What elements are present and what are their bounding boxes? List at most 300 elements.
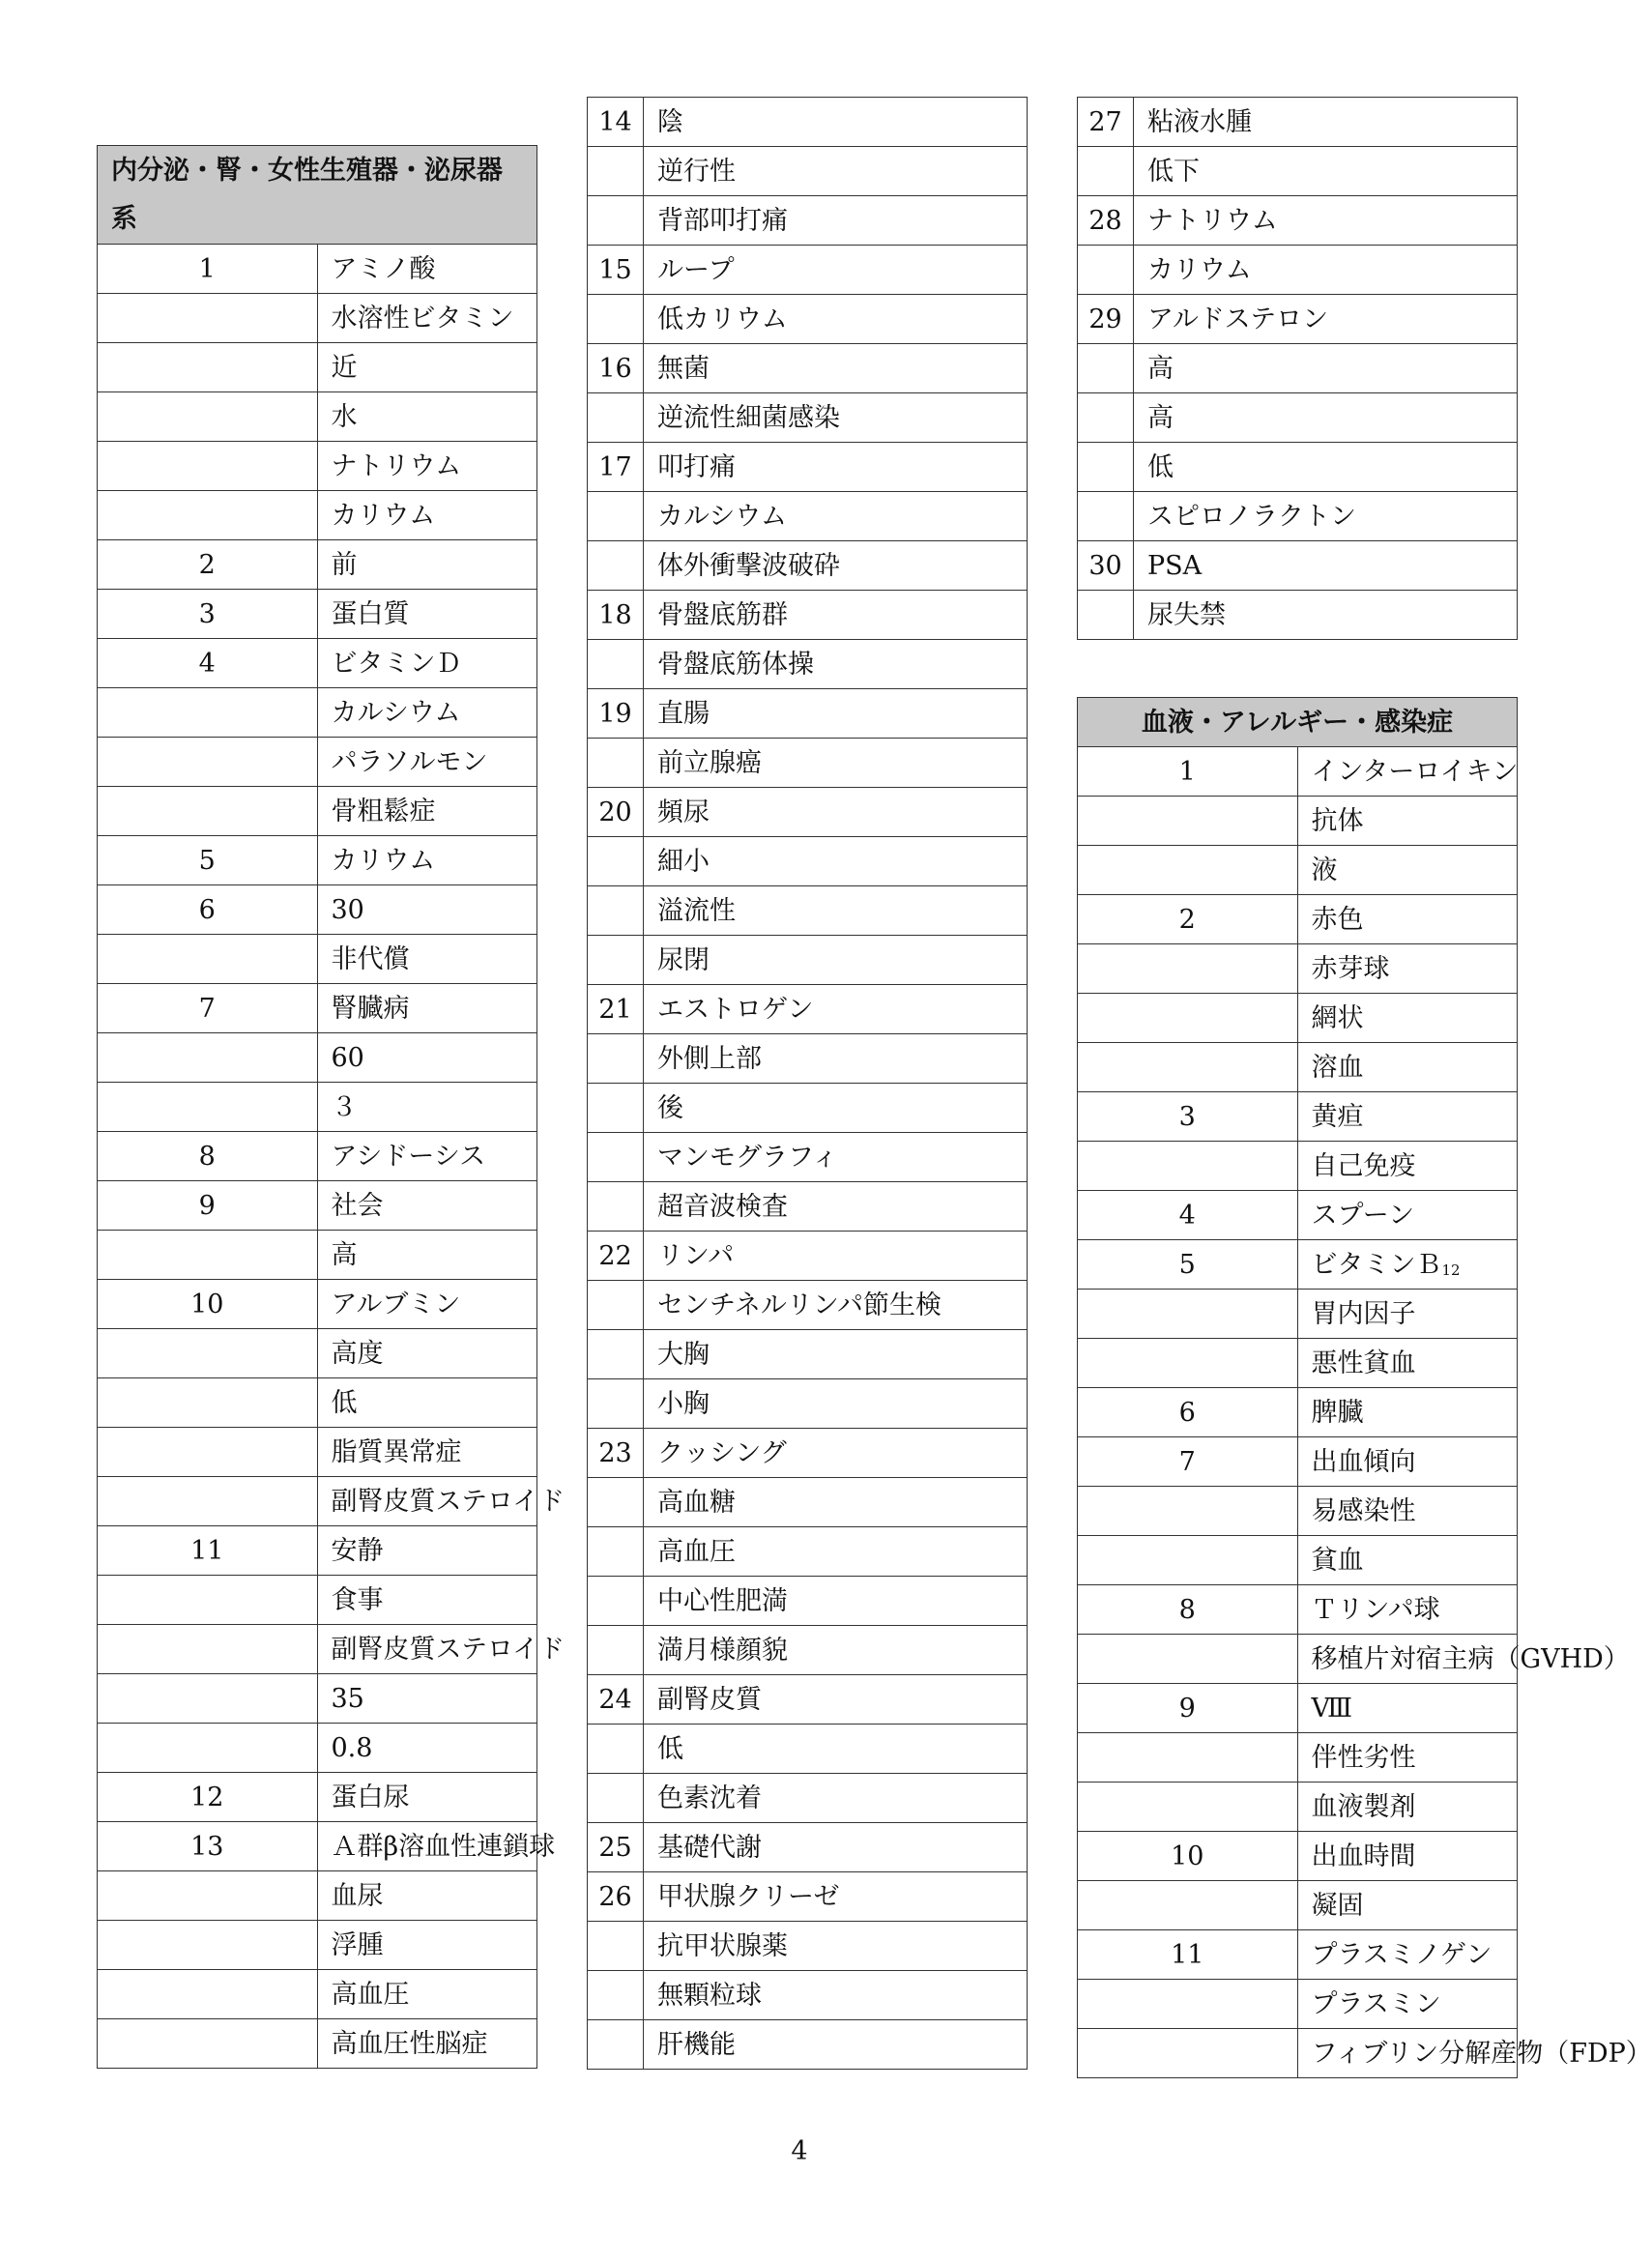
answer-cell: [317, 1083, 537, 1132]
question-number: 10: [98, 1280, 318, 1329]
answer-text: ビタミンＤ: [331, 648, 462, 679]
answer-text: 貧血: [1311, 1545, 1364, 1576]
question-number: [98, 1625, 318, 1674]
answer-cell: [317, 1576, 537, 1625]
answer-text: 悪性貧血: [1311, 1348, 1416, 1378]
table-row: [98, 1329, 537, 1378]
answer-text: アシドーシス: [331, 1141, 486, 1172]
table-row: [98, 1181, 537, 1231]
question-number: [98, 1083, 318, 1132]
question-number: [98, 1477, 318, 1526]
answer-cell: [317, 1871, 537, 1921]
answer-text: エストロゲン: [657, 994, 814, 1025]
table-row: [98, 738, 537, 787]
question-number: 12: [98, 1773, 318, 1822]
answer-cell: [644, 1823, 1028, 1872]
answer-cell: [644, 1330, 1028, 1379]
answer-text: 体外衝撃波破砕: [657, 550, 840, 581]
page-number: 4: [791, 2136, 808, 2166]
table-row: [1078, 1043, 1518, 1092]
section-header-endocrine: 内分泌・腎・女性生殖器・泌尿器系: [98, 146, 537, 245]
answer-cell: [317, 1625, 565, 1674]
question-number: [1078, 1635, 1298, 1684]
table-row: [588, 541, 1028, 591]
answer-text: 低: [331, 1387, 358, 1418]
question-number: [98, 738, 318, 787]
answer-text: 副腎皮質: [657, 1684, 762, 1715]
question-number: [98, 1921, 318, 1970]
answer-cell: [1134, 295, 1518, 344]
question-number: [98, 491, 318, 540]
table-row: [1078, 443, 1518, 492]
answer-cell: [644, 2020, 1028, 2070]
question-number: [1078, 1290, 1298, 1339]
question-number: 1: [98, 245, 318, 294]
answer-cell: [644, 196, 1028, 246]
table-row: [588, 886, 1028, 936]
question-number: 8: [98, 1132, 318, 1181]
answer-text: 高血圧: [331, 1979, 410, 2010]
table-row: [98, 590, 537, 639]
answer-text: 高度: [331, 1338, 384, 1369]
question-number: 18: [588, 591, 644, 640]
answer-cell: [317, 1329, 537, 1378]
answer-text: 背部叩打痛: [657, 205, 788, 236]
table-row: [98, 1970, 537, 2019]
table-row: [588, 98, 1028, 147]
answer-cell: [317, 245, 537, 294]
answer-text: プラスミン: [1311, 1988, 1441, 2019]
table-row: [588, 295, 1028, 344]
table-row: [98, 1625, 537, 1674]
answer-cell: [644, 1232, 1028, 1281]
answer-text: 陰: [657, 106, 683, 137]
answer-text: ビタミンＢ: [1311, 1249, 1442, 1280]
table-row: [98, 1576, 537, 1625]
answer-text: ナトリウム: [331, 450, 462, 481]
question-number: 28: [1078, 196, 1134, 246]
table-row: [98, 540, 537, 590]
answer-cell: [644, 1182, 1028, 1232]
question-number: [1078, 944, 1298, 994]
answer-text: 高血糖: [657, 1487, 736, 1518]
answer-cell: [644, 689, 1028, 739]
answer-cell: [644, 443, 1028, 492]
answer-cell: [1297, 1585, 1518, 1635]
question-number: 6: [98, 885, 318, 935]
question-number: 11: [98, 1526, 318, 1576]
question-number: [588, 1133, 644, 1182]
answer-cell: [644, 1379, 1028, 1429]
question-number: [1078, 797, 1298, 846]
answer-text: 高: [1147, 353, 1174, 384]
answer-text: センチネルリンパ節生検: [657, 1290, 942, 1320]
question-number: [588, 147, 644, 196]
answer-text: 低: [1147, 451, 1174, 482]
answer-cell: [317, 1428, 537, 1477]
answer-cell: [1297, 1832, 1518, 1881]
question-number: [98, 935, 318, 984]
table-row: [98, 1526, 537, 1576]
question-number: [1078, 344, 1134, 393]
answer-text: 無菌: [657, 353, 710, 384]
table-row: [98, 787, 537, 836]
answer-cell: [644, 1725, 1028, 1774]
answer-cell: [317, 1526, 537, 1576]
table-row: [588, 1971, 1028, 2020]
answer-text: 腎臓病: [331, 993, 410, 1024]
answer-text: 移植片対宿主病（GVHD）: [1311, 1643, 1630, 1674]
answer-text: 脾臓: [1311, 1397, 1364, 1428]
question-number: [1078, 1783, 1298, 1832]
answer-text: 近: [331, 352, 358, 383]
answer-cell: [644, 985, 1028, 1034]
table-row: [98, 935, 537, 984]
question-number: [588, 936, 644, 985]
question-number: 15: [588, 246, 644, 295]
question-number: [588, 1478, 644, 1527]
answer-cell: [317, 984, 537, 1033]
answer-cell: [1297, 1783, 1518, 1832]
table-row: [1078, 1487, 1518, 1536]
answer-text: 溢流性: [657, 895, 736, 926]
answer-text: 液: [1311, 855, 1338, 885]
table-row: [1078, 797, 1518, 846]
table-row: [1078, 1191, 1518, 1240]
answer-cell: [1134, 492, 1518, 541]
answer-cell: [1297, 1388, 1518, 1437]
table-row: [588, 1281, 1028, 1330]
answer-cell: [317, 738, 537, 787]
answer-text: Ｔリンパ球: [1311, 1594, 1440, 1625]
answer-cell: [317, 392, 537, 442]
table-row: [588, 1725, 1028, 1774]
question-number: [1078, 994, 1298, 1043]
answer-text: 水: [331, 401, 358, 432]
question-number: 24: [588, 1675, 644, 1725]
question-number: [98, 1231, 318, 1280]
answer-cell: [1297, 1635, 1630, 1684]
table-row: [588, 1675, 1028, 1725]
table-row: [588, 1232, 1028, 1281]
answer-cell: [1297, 1043, 1518, 1092]
answer-text: 蛋白質: [331, 598, 410, 629]
question-number: [588, 541, 644, 591]
question-number: 5: [98, 836, 318, 885]
question-number: [98, 2019, 318, 2069]
answer-text: PSA: [1147, 550, 1203, 581]
answer-text: 赤芽球: [1311, 953, 1390, 984]
table-row: [98, 294, 537, 343]
answer-text: パラソルモン: [331, 746, 488, 777]
question-number: 1: [1078, 747, 1298, 797]
answer-cell: [644, 147, 1028, 196]
answer-cell: [644, 1922, 1028, 1971]
table-row: [588, 689, 1028, 739]
answer-text: 低下: [1147, 156, 1200, 187]
endocrine-table-col1: [97, 145, 565, 2069]
table-row: [1078, 492, 1518, 541]
answer-cell: [317, 1378, 537, 1428]
answer-text: カリウム: [331, 500, 436, 531]
answer-cell: [1297, 747, 1518, 797]
question-number: [588, 1034, 644, 1084]
table-row: [588, 443, 1028, 492]
answer-text: 細小: [657, 846, 710, 877]
table-row: [588, 1429, 1028, 1478]
question-number: 25: [588, 1823, 644, 1872]
answer-cell: [644, 739, 1028, 788]
question-number: [1078, 1733, 1298, 1783]
answer-cell: [644, 1034, 1028, 1084]
answer-cell: [644, 591, 1028, 640]
answer-text: 粘液水腫: [1147, 106, 1252, 137]
question-number: [588, 2020, 644, 2070]
question-number: [588, 1577, 644, 1626]
question-number: [588, 1774, 644, 1823]
question-number: [98, 1428, 318, 1477]
table-row: [1078, 2029, 1518, 2078]
answer-cell: [644, 1478, 1028, 1527]
question-number: [98, 1576, 318, 1625]
table-row: [98, 2019, 537, 2069]
answer-cell: [644, 837, 1028, 886]
answer-text: Ⅷ: [1311, 1693, 1353, 1724]
question-number: [588, 837, 644, 886]
table-row: [98, 1428, 537, 1477]
question-number: [588, 1281, 644, 1330]
table-row: [98, 392, 537, 442]
table-row: [588, 936, 1028, 985]
question-number: 17: [588, 443, 644, 492]
answer-text: 大胸: [657, 1339, 710, 1370]
answer-text: 浮腫: [331, 1929, 384, 1960]
answer-text: 前立腺癌: [657, 747, 762, 778]
answer-cell: [1297, 846, 1518, 895]
answer-cell: [644, 1133, 1028, 1182]
answer-text: 黄疸: [1311, 1101, 1364, 1132]
question-number: [1078, 246, 1134, 295]
table-row: [588, 1084, 1028, 1133]
answer-text: プラスミノゲン: [1311, 1939, 1493, 1970]
answer-text: 副腎皮質ステロイド: [331, 1486, 565, 1517]
question-number: 14: [588, 98, 644, 147]
table-row: [588, 1577, 1028, 1626]
answer-text: 直腸: [657, 698, 710, 729]
answer-text: カルシウム: [331, 697, 461, 728]
answer-text: 中心性肥満: [657, 1585, 788, 1616]
answer-cell: [644, 1774, 1028, 1823]
question-number: [98, 1378, 318, 1428]
table-row: [588, 1034, 1028, 1084]
answer-cell: [644, 541, 1028, 591]
endocrine-table-col3: [1077, 97, 1518, 640]
answer-cell: [644, 1527, 1028, 1577]
question-number: [588, 295, 644, 344]
answer-cell: [317, 540, 537, 590]
table-row: [588, 788, 1028, 837]
answer-text: 骨粗鬆症: [331, 796, 436, 826]
question-number: 3: [98, 590, 318, 639]
answer-text: 赤色: [1311, 904, 1364, 935]
table-row: [98, 1132, 537, 1181]
table-row: [98, 1280, 537, 1329]
table-row: [588, 591, 1028, 640]
answer-text: 小胸: [657, 1388, 710, 1419]
question-number: [1078, 1881, 1298, 1930]
answer-cell: [644, 936, 1028, 985]
table-row: [1078, 1388, 1518, 1437]
table-row: [1078, 1437, 1518, 1487]
answer-text: 安静: [331, 1535, 384, 1566]
table-row: [588, 985, 1028, 1034]
question-number: [588, 1379, 644, 1429]
answer-text: 35: [331, 1683, 364, 1714]
answer-text: 0.8: [331, 1732, 373, 1763]
question-number: [98, 1674, 318, 1724]
answer-cell: [1134, 541, 1518, 591]
table-row: [1078, 393, 1518, 443]
answer-cell: [644, 1429, 1028, 1478]
question-number: [1078, 393, 1134, 443]
table-row: [98, 491, 537, 540]
question-number: 9: [98, 1181, 318, 1231]
answer-cell: [317, 1921, 537, 1970]
answer-cell: [644, 640, 1028, 689]
table-row: [588, 492, 1028, 541]
answer-text: 60: [331, 1042, 364, 1073]
answer-text: 前: [331, 549, 358, 580]
answer-cell: [317, 294, 537, 343]
question-number: [1078, 1142, 1298, 1191]
question-number: [1078, 591, 1134, 640]
question-number: 4: [1078, 1191, 1298, 1240]
table-row: [588, 196, 1028, 246]
answer-cell: [1297, 895, 1518, 944]
answer-text: 低: [657, 1733, 683, 1764]
table-row: [588, 147, 1028, 196]
answer-cell: [1134, 443, 1518, 492]
answer-cell: [644, 98, 1028, 147]
answer-cell: [644, 1971, 1028, 2020]
answer-text: 超音波検査: [657, 1191, 788, 1222]
answer-text: 外側上部: [657, 1043, 762, 1074]
table-row: [98, 1822, 537, 1871]
answer-text: 抗体: [1311, 805, 1364, 836]
answer-text: 後: [657, 1092, 683, 1123]
table-row: [1078, 1240, 1518, 1290]
answer-cell: [644, 1675, 1028, 1725]
table-row: [1078, 1783, 1518, 1832]
table-row: [1078, 1635, 1518, 1684]
question-number: 22: [588, 1232, 644, 1281]
table-row: [588, 1379, 1028, 1429]
table-row: [1078, 747, 1518, 797]
question-number: 21: [588, 985, 644, 1034]
answer-text: カリウム: [1147, 254, 1252, 285]
answer-cell: [1134, 147, 1518, 196]
answer-text: 叩打痛: [657, 451, 736, 482]
table-row: [1078, 1290, 1518, 1339]
answer-text: 高血圧性脳症: [331, 2028, 488, 2059]
answer-cell: [1297, 1980, 1518, 2029]
section-header-blood: 血液・アレルギー・感染症: [1078, 698, 1518, 747]
answer-cell: [644, 788, 1028, 837]
answer-cell: [1297, 1339, 1518, 1388]
question-number: 5: [1078, 1240, 1298, 1290]
answer-text: 満月様顔貌: [657, 1635, 788, 1666]
answer-cell: [1297, 1881, 1518, 1930]
endocrine-table-col2: [587, 97, 1028, 2070]
table-row: [1078, 196, 1518, 246]
answer-cell: [317, 491, 537, 540]
answer-text: 低カリウム: [657, 304, 788, 334]
answer-cell: [317, 1033, 537, 1083]
answer-cell: [317, 1773, 537, 1822]
question-number: 23: [588, 1429, 644, 1478]
answer-cell: [1297, 1290, 1518, 1339]
answer-cell: [317, 1477, 565, 1526]
table-row: [588, 1478, 1028, 1527]
question-number: [588, 1922, 644, 1971]
table-row: [1078, 344, 1518, 393]
answer-text: 自己免疫: [1311, 1150, 1416, 1181]
answer-cell: [644, 492, 1028, 541]
answer-text: スプーン: [1311, 1200, 1415, 1231]
answer-cell: [1297, 1142, 1518, 1191]
answer-text: 副腎皮質ステロイド: [331, 1634, 565, 1665]
answer-cell: [644, 246, 1028, 295]
table-row: [98, 1033, 537, 1083]
table-row: [1078, 295, 1518, 344]
answer-cell: [644, 344, 1028, 393]
table-row: [588, 1922, 1028, 1971]
answer-cell: [317, 885, 537, 935]
answer-cell: [1297, 1240, 1518, 1290]
answer-text: 溶血: [1311, 1052, 1364, 1083]
answer-cell: [317, 1280, 537, 1329]
answer-text: カリウム: [331, 845, 436, 876]
question-number: [588, 1527, 644, 1577]
answer-text: 胃内因子: [1311, 1298, 1416, 1329]
question-number: [1078, 1339, 1298, 1388]
table-row: [1078, 944, 1518, 994]
answer-text: スピロノラクトン: [1147, 501, 1356, 532]
answer-cell: [644, 1872, 1028, 1922]
answer-text: 逆行性: [657, 156, 736, 187]
table-row: [98, 1921, 537, 1970]
answer-text: アルドステロン: [1147, 304, 1329, 334]
answer-cell: [317, 1674, 537, 1724]
answer-cell: [644, 1577, 1028, 1626]
table-row: [588, 837, 1028, 886]
answer-cell: [317, 442, 537, 491]
question-number: [98, 392, 318, 442]
answer-text: 高血圧: [657, 1536, 736, 1567]
question-number: [98, 787, 318, 836]
table-row: [98, 639, 537, 688]
table-row: [98, 343, 537, 392]
answer-text: 肝機能: [657, 2029, 736, 2060]
answer-cell: [317, 1181, 537, 1231]
answer-text: アミノ酸: [331, 253, 436, 284]
table-row: [588, 1182, 1028, 1232]
question-number: [588, 886, 644, 936]
question-number: 20: [588, 788, 644, 837]
answer-cell: [1134, 393, 1518, 443]
answer-cell: [317, 2019, 537, 2069]
question-number: 26: [588, 1872, 644, 1922]
